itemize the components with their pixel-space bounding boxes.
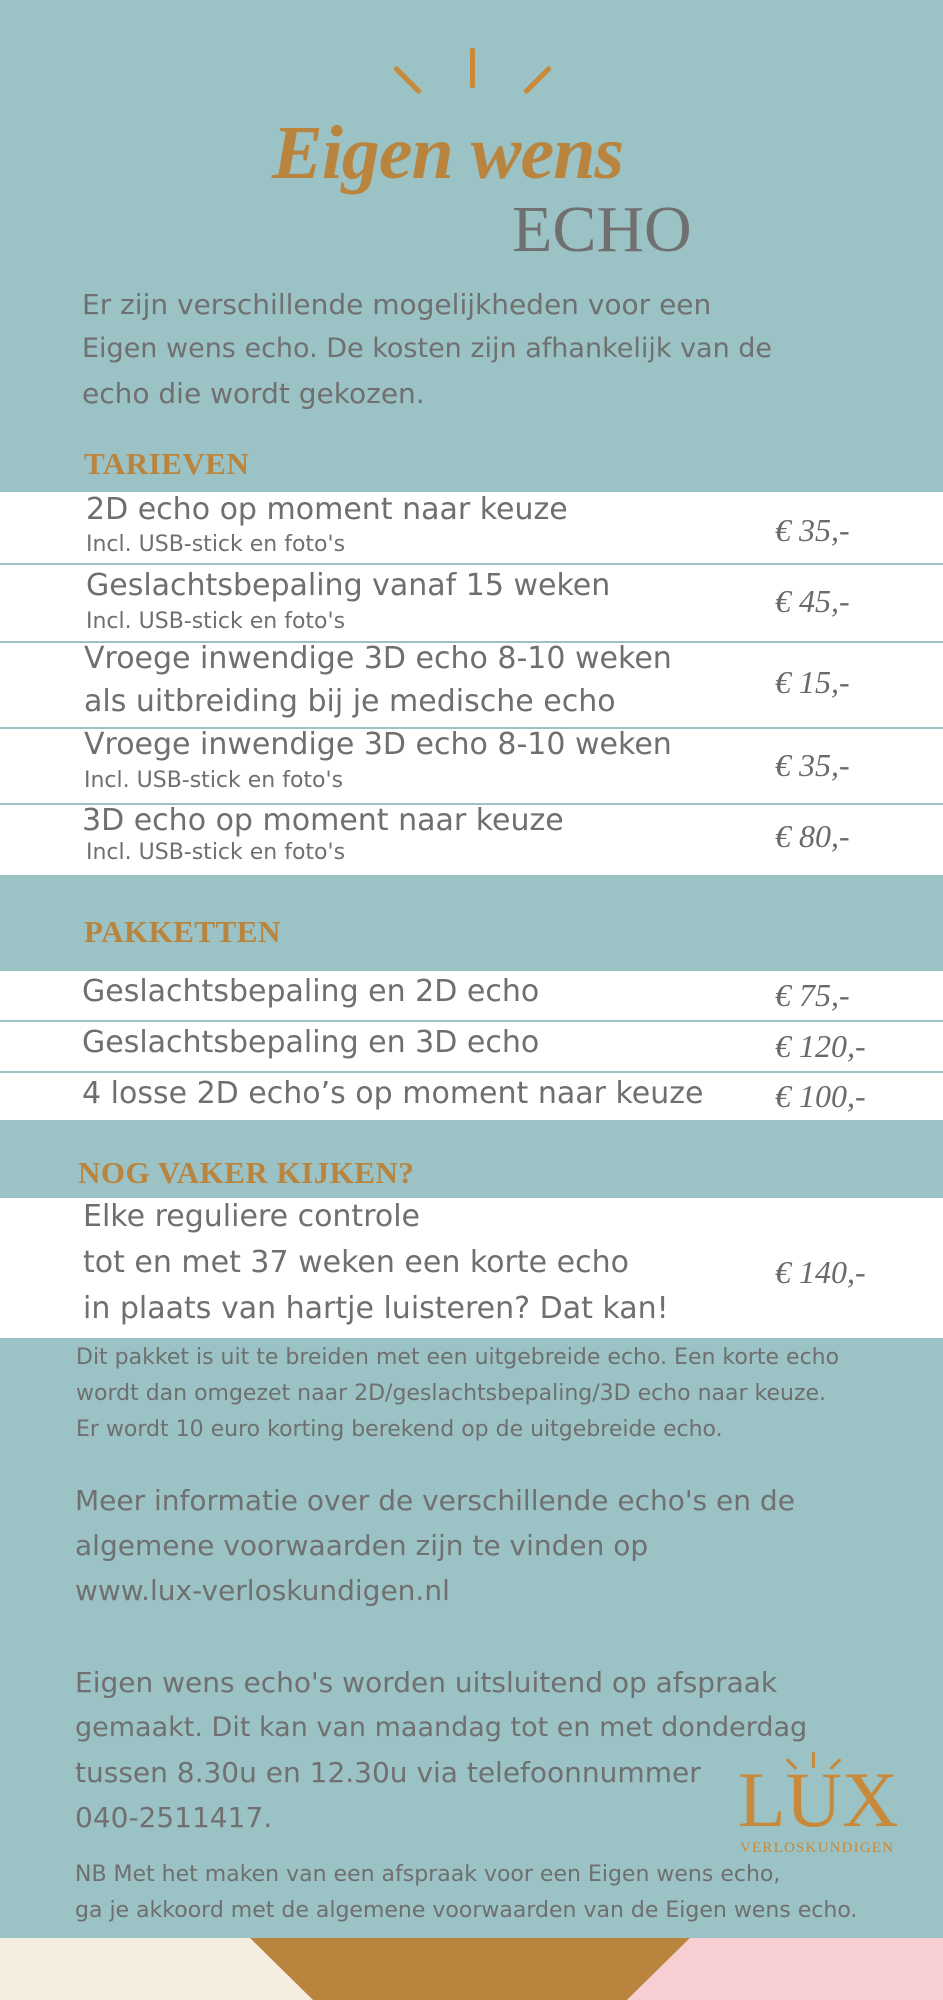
tarief-price: € 35,- (775, 747, 850, 783)
tarief-note: Incl. USB-stick en foto's (86, 609, 346, 634)
appointment-line-2: gemaakt. Dit kan van maandag tot en met donderdag (75, 1712, 808, 1743)
vaker-heading: NOG VAKER KIJKEN? (78, 1155, 415, 1190)
footnote-line-1: NB Met het maken van een afspraak voor een Eigen wens echo, (75, 1862, 781, 1887)
bottom-decoration (0, 1938, 943, 2000)
appointment-line-1: Eigen wens echo's worden uitsluitend op afspraak (75, 1666, 778, 1699)
vaker-line-2: tot en met 37 weken een korte echo (83, 1245, 629, 1280)
appointment-phone: 040-2511417. (75, 1801, 273, 1834)
tarief-name: Vroege inwendige 3D echo 8-10 weken (84, 727, 672, 762)
appointment-line-3: tussen 8.30u en 12.30u via telefoonnummer (75, 1756, 701, 1789)
info-line-2: algemene voorwaarden zijn te vinden op (75, 1529, 649, 1562)
divider (0, 1020, 943, 1022)
logo-text: LUX (738, 1756, 899, 1843)
logo-subtext: VERLOSKUNDIGEN (740, 1840, 895, 1856)
intro-line-3: echo die wordt gekozen. (82, 377, 425, 410)
tarief-note: Incl. USB-stick en foto's (84, 768, 344, 793)
tarief-note: Incl. USB-stick en foto's (86, 840, 346, 865)
vaker-note-3: Er wordt 10 euro korting berekend op de uitgebreide echo. (76, 1417, 723, 1442)
footnote-line-2: ga je akkoord met de algemene voorwaarden van de Eigen wens echo. (75, 1898, 858, 1923)
tarief-price: € 80,- (775, 818, 850, 854)
pakket-name: Geslachtsbepaling en 2D echo (82, 974, 540, 1009)
intro-line-1: Er zijn verschillende mogelijkheden voor een (82, 288, 712, 321)
info-link[interactable]: www.lux-verloskundigen.nl (75, 1574, 450, 1607)
tarief-price: € 45,- (775, 583, 850, 619)
vaker-note-1: Dit pakket is uit te breiden met een uitgebreide echo. Een korte echo (76, 1345, 840, 1370)
pakket-price: € 75,- (775, 977, 850, 1013)
tarief-name: Vroege inwendige 3D echo 8-10 weken (84, 641, 672, 676)
tarief-name: 3D echo op moment naar keuze (82, 803, 564, 838)
divider (0, 563, 943, 565)
divider (0, 1071, 943, 1073)
tarief-name: Geslachtsbepaling vanaf 15 weken (86, 568, 611, 603)
tarief-price: € 15,- (775, 664, 850, 700)
vaker-note-2: wordt dan omgezet naar 2D/geslachtsbepaling/3D echo naar keuze. (76, 1381, 827, 1406)
vaker-price: € 140,- (775, 1254, 866, 1290)
tarieven-heading: TARIEVEN (84, 446, 250, 481)
intro-line-2: Eigen wens echo. De kosten zijn afhankelijk van de (82, 333, 773, 364)
title-script: Eigen wens (272, 111, 624, 195)
tarief-note: als uitbreiding bij je medische echo (84, 684, 616, 719)
info-line-1: Meer informatie over de verschillende echo's en de (75, 1484, 795, 1517)
vaker-line-3: in plaats van hartje luisteren? Dat kan! (83, 1291, 669, 1326)
tarief-price: € 35,- (775, 512, 850, 548)
pakket-name: 4 losse 2D echo’s op moment naar keuze (82, 1076, 704, 1111)
tarief-note: Incl. USB-stick en foto's (86, 532, 346, 557)
pakketten-heading: PAKKETTEN (84, 914, 281, 949)
tarief-name: 2D echo op moment naar keuze (86, 492, 568, 527)
pakket-price: € 100,- (775, 1078, 866, 1114)
pakket-name: Geslachtsbepaling en 3D echo (82, 1025, 540, 1060)
title-echo: ECHO (512, 193, 692, 266)
vaker-line-1: Elke reguliere controle (83, 1199, 421, 1234)
pakket-price: € 120,- (775, 1028, 866, 1064)
